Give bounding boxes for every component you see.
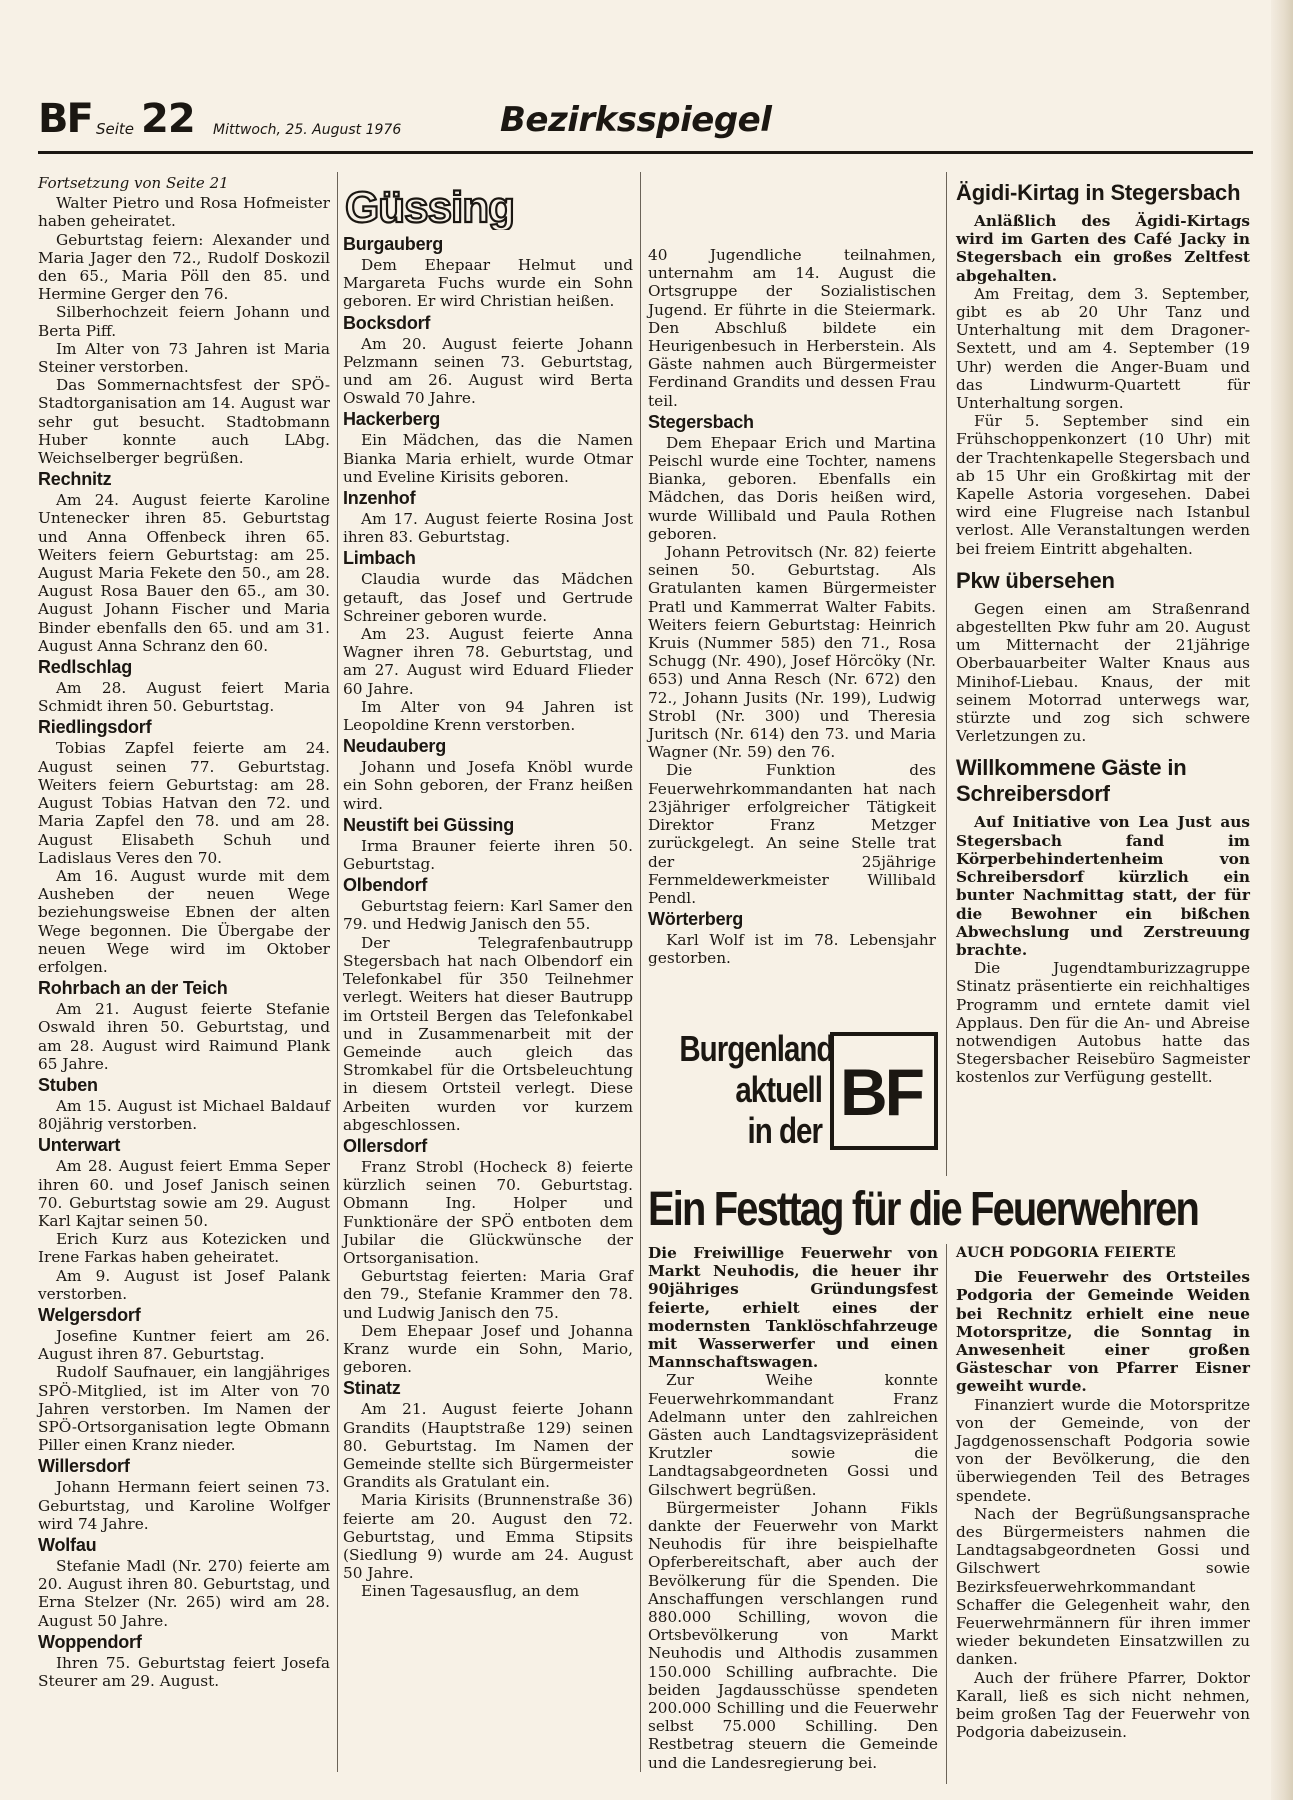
paragraph: Am 16. August wurde mit dem Ausheben der neuen Wege beziehungsweise Ebnen der alten Wege begonnen. Die Übergabe der neuen Wege wird im Oktober erfolgen. <box>38 866 330 976</box>
article-headline: Pkw übersehen <box>956 567 1115 593</box>
town-heading: Stegersbach <box>648 411 754 432</box>
town-heading: Rechnitz <box>38 469 112 490</box>
paragraph: Ein Mädchen, das die Namen Bianka Maria erhielt, wurde Otmar und Eveline Kirisits geboren. <box>343 431 633 486</box>
article-headline: Ägidi-Kirtag in Stegersbach <box>956 180 1241 205</box>
paragraph: Karl Wolf ist im 78. Lebensjahr gestorben. <box>648 931 936 968</box>
paragraph: Franz Strobl (Hocheck 8) feierte kürzlich seinen 70. Geburtstag. Obmann Ing. Holper und Funktionäre der SPÖ entboten dem Jubilar die Glückwünsche der Ortsorganisation. <box>343 1157 633 1267</box>
paragraph: Dem Ehepaar Josef und Johanna Kranz wurde ein Sohn, Mario, geboren. <box>343 1321 633 1377</box>
paragraph: Am 28. August feiert Emma Seper ihren 60. und Josef Janisch seinen 70. Geburtstag sowie am 29. August Karl Kajtar seinen 50. <box>38 1157 330 1230</box>
paragraph: Irma Brauner feierte ihren 50. Geburtstag. <box>343 836 633 874</box>
ad-line: aktuell <box>735 1069 822 1110</box>
paragraph: Johann Petrovitsch (Nr. 82) feierte seinen 50. Geburtstag. Als Gratulanten kamen Bürgermeister Pratl und Kammerrat Walter Fabits. Weiters feiern Geburtstag: Heinrich Kruis (Nummer 585) den 71., Rosa Schugg (Nr. 490), Josef Hörcöky (Nr. 653) und Anna Resch (Nr. 672) den 72., Johann Jusits (Nr. 199), Ludwig Strobl (Nr. 300) und Theresia Juritsch (Nr. 614) den 73. und Maria Wagner (Nr. 59) den 76. <box>648 543 936 762</box>
paragraph: Am 9. August ist Josef Palank verstorben. <box>38 1266 330 1303</box>
article-lead: Die Freiwillige Feuerwehr von Markt Neuhodis, die heuer ihr 90jähriges Gründungsfest feierte, erhielt eines der modernsten Tanklöschfahrzeuge mit Wasserwerfer und einen Mannschaftswagen. <box>648 1244 938 1372</box>
paragraph: Claudia wurde das Mädchen getauft, das Josef und Gertrude Schreiner geboren wurde. <box>343 570 633 625</box>
column-divider <box>946 172 947 1176</box>
feuerwehr-article <box>648 1184 1253 1236</box>
column-divider <box>337 172 338 1772</box>
paragraph: Am 21. August feierte Johann Grandits (Hauptstraße 129) seinen 80. Geburtstag. Im Namen der Gemeinde stellte sich Bürgermeister Grandits als Gratulant ein. <box>343 1400 633 1492</box>
page-edge <box>1271 0 1293 1800</box>
paragraph: Im Alter von 73 Jahren ist Maria Steiner verstorben. <box>38 339 330 377</box>
town-heading: Inzenhof <box>343 488 416 509</box>
paragraph: Am 17. August feierte Rosina Jost ihren 83. Geburtstag. <box>343 510 633 547</box>
paragraph: Erich Kurz aus Kotezicken und Irene Farkas haben geheiratet. <box>38 1230 330 1267</box>
paragraph: Der Telegrafenbautrupp Stegersbach hat nach Olbendorf ein Telefonkabel für 350 Teilnehmer verlegt. Weiters hat dieser Bautrupp im Ortsteil Bergen das Telefonkabel und in Zusammenarbeit mit der Gemeinde auch gleich das Stromkabel für die Ortsbeleuchtung in diesem Ortsteil verlegt. Diese Arbeiten wurden vor kurzem abgeschlossen. <box>343 933 633 1134</box>
feuerwehr-column-left <box>648 1244 938 1772</box>
paragraph: Ihren 75. Geburtstag feiert Josefa Steurer am 29. August. <box>38 1653 330 1691</box>
paragraph: Die Funktion des Feuerwehrkommandanten hat nach 23jähriger erfolgreicher Tätigkeit Direktor Franz Metzger zurückgelegt. An seine Stelle trat der 25jährige Fernmeldewerkmeister Willibald Pendl. <box>648 761 936 907</box>
town-heading: Riedlingsdorf <box>38 717 152 738</box>
paragraph: Am 23. August feierte Anna Wagner ihren 78. Geburtstag, und am 27. August wird Eduard Flieder 60 Jahre. <box>343 625 633 698</box>
paragraph: Silberhochzeit feiern Johann und Berta Piff. <box>38 303 330 340</box>
paragraph: Für 5. September sind ein Frühschoppenkonzert (10 Uhr) mit der Trachtenkapelle Stegersbach und ab 15 Uhr ein Großkirtag mit der Kapelle Astoria vorgesehen. Dabei wird eine Flugreise nach Istanbul verlost. Alle Veranstaltungen werden bei freiem Eintritt abgehalten. <box>956 412 1250 558</box>
paragraph: Stefanie Madl (Nr. 270) feierte am 20. August ihren 80. Geburtstag, und Erna Stelzer (Nr. 265) wird am 28. August 50 Jahre. <box>38 1557 330 1630</box>
column-divider <box>946 1244 947 1784</box>
paragraph: Am 28. August feiert Maria Schmidt ihren 50. Geburtstag. <box>38 679 330 716</box>
paragraph: Am 24. August feierte Karoline Untenecker ihren 85. Geburtstag und Anna Offenbeck ihren 65. Weiters feiern Geburtstag: am 25. August Maria Fekete den 50., am 28. August Rosa Bauer den 65., am 30. August Johann Fischer und Maria Binder ebenfalls den 65. und am 31. August Anna Schranz den 60. <box>38 491 330 655</box>
masthead-rule <box>38 151 1253 154</box>
article-lead: Anläßlich des Ägidi-Kirtags wird im Garten des Café Jacky in Stegersbach ein großes Zeltfest abgehalten. <box>956 212 1250 285</box>
column-divider <box>640 172 641 1772</box>
town-heading: Welgersdorf <box>38 1304 141 1325</box>
town-heading: Neustift bei Güssing <box>343 814 515 835</box>
town-heading: Olbendorf <box>343 875 428 896</box>
town-heading: Stuben <box>38 1074 98 1095</box>
column-3 <box>648 246 936 968</box>
ad-text <box>679 1028 834 1151</box>
paragraph: Geburtstag feierten: Maria Graf den 79., Stefanie Krammer den 78. und Ludwig Janisch den 75. <box>343 1267 633 1322</box>
column-2 <box>343 172 633 1601</box>
ad-logo: BF <box>840 1055 922 1129</box>
page-label: Seite <box>96 120 135 138</box>
town-heading: Redlschlag <box>38 657 133 678</box>
ad-logo-box <box>830 1032 938 1150</box>
paragraph: Tobias Zapfel feierte am 24. August seinen 77. Geburtstag. Weiters feiern Geburtstag: am 28. August Tobias Hatvan den 72. und Maria Zapfel den 78. und am 28. August Elisabeth Schuh und Ladislaus Veres den 70. <box>38 739 330 867</box>
town-heading: Burgauberg <box>343 234 444 254</box>
feuerwehr-headline: Ein Festtag für die Feuerwehren <box>648 1183 1198 1236</box>
paragraph: Josefine Kuntner feiert am 26. August ihren 87. Geburtstag. <box>38 1326 330 1364</box>
town-heading: Willersdorf <box>38 1456 130 1477</box>
article-kicker: AUCH PODGORIA FEIERTE <box>956 1245 1176 1261</box>
paragraph: Im Alter von 94 Jahren ist Leopoldine Krenn verstorben. <box>343 697 633 735</box>
guessing-logo <box>343 172 529 230</box>
paragraph: Zur Weihe konnte Feuerwehrkommandant Franz Adelmann unter den zahlreichen Gästen auch Landtagsvizepräsident Krutzler sowie die Landtagsabgeordneten Gossi und Gilschwert begrüßen. <box>648 1371 938 1499</box>
paragraph: Gegen einen am Straßenrand abgestellten Pkw fuhr am 20. August um Mitternacht der 21jährige Oberbauarbeiter Walter Knaus aus Minihof-Liebau. Knaus, der mit seinem Motorrad unterwegs war, stürzte und zog sich schwere Verletzungen zu. <box>956 599 1250 746</box>
town-heading: Neudauberg <box>343 736 447 757</box>
town-heading: Stinatz <box>343 1378 401 1399</box>
paragraph: Rudolf Saufnauer, ein langjähriges SPÖ-Mitglied, ist im Alter von 70 Jahren verstorben. Im Namen der SPÖ-Ortsorganisation legte Obmann Piller einen Kranz nieder. <box>38 1363 330 1455</box>
guessing-logo-text: Güssing <box>345 183 515 230</box>
paragraph: Nach der Begrüßungsansprache des Bürgermeisters nahmen die Landtagsabgeordneten Gossi und Gilschwert sowie Bezirksfeuerwehrkommandant Schaffer die Gelegenheit wahr, den Feuerwehrmännern für ihren immer wieder bekundeten Einsatzwillen zu danken. <box>956 1504 1250 1669</box>
paragraph: Dem Ehepaar Helmut und Margareta Fuchs wurde ein Sohn geboren. Er wird Christian heißen. <box>343 256 633 311</box>
paragraph: Dem Ehepaar Erich und Martina Peischl wurde eine Tochter, namens Bianka, geboren. Ebenfalls ein Mädchen, das Doris heißen wird, wurde Willibald und Paula Rothen geboren. <box>648 433 936 543</box>
paragraph: Am 15. August ist Michael Baldauf 80jährig verstorben. <box>38 1096 330 1134</box>
page-number: 22 <box>141 96 195 142</box>
paragraph: Am Freitag, dem 3. September, gibt es ab 20 Uhr Tanz und Unterhaltung mit dem Dragoner-Sextett, und am 4. September (19 Uhr) werden die Anger-Buam und das Lindwurm-Quartett für Unterhaltung sorgen. <box>956 284 1250 413</box>
article-lead: Auf Initiative von Lea Just aus Stegersbach fand im Körperbehindertenheim von Schreibersdorf kürzlich ein bunter Nachmittag statt, der für die Bewohner ein bißchen Abwechslung und Zerstreuung brachte. <box>956 813 1250 959</box>
ad-line: Burgenland <box>679 1028 834 1069</box>
town-heading: Wolfau <box>38 1535 97 1555</box>
paragraph: Walter Pietro und Rosa Hofmeister haben geheiratet. <box>38 194 330 231</box>
feuerwehr-column-right <box>956 1244 1250 1741</box>
issue-date: Mittwoch, 25. August 1976 <box>213 122 402 138</box>
ad-line: in der <box>747 1110 822 1151</box>
town-heading: Limbach <box>343 548 416 569</box>
masthead <box>38 96 1253 148</box>
paragraph: Bürgermeister Johann Fikls dankte der Feuerwehr von Markt Neuhodis für ihre beispielhafte Opferbereitschaft, aber auch der Bevölkerung für die Spenden. Die Anschaffungen verschlangen rund 880.000 Schilling, wovon die Ortsbevölkerung von Markt Neuhodis und Althodis zusammen 150.000 Schilling aufbrachte. Die beiden Jagdausschüsse spendeten 200.000 Schilling und die Feuerwehr selbst 75.000 Schilling. Den Restbetrag steuern die Gemeinde und die Landesregierung bei. <box>648 1498 938 1772</box>
column-4 <box>956 180 1250 1087</box>
section-title: Bezirksspiegel <box>500 100 772 140</box>
paragraph: Johann und Josefa Knöbl wurde ein Sohn geboren, der Franz heißen wird. <box>343 758 633 813</box>
town-heading: Rohrbach an der Teich <box>38 978 228 999</box>
town-heading: Hackerberg <box>343 409 441 430</box>
town-heading: Bocksdorf <box>343 312 431 333</box>
continued-note: Fortsetzung von Seite 21 <box>38 174 229 192</box>
paragraph: Maria Kirisits (Brunnenstraße 36) feierte am 20. August den 72. Geburtstag, und Emma Stipsits (Siedlung 9) wurde am 24. August 50 Jahre. <box>343 1491 633 1583</box>
paragraph: Am 20. August feierte Johann Pelzmann seinen 73. Geburtstag, und am 26. August wird Berta Oswald 70 Jahre. <box>343 334 633 408</box>
paragraph: Finanziert wurde die Motorspritze von der Gemeinde, von der Jagdgenossenschaft Podgoria sowie von der Bevölkerung, die den überwiegenden Teil des Betrages spendete. <box>956 1395 1250 1505</box>
town-heading: Unterwart <box>38 1135 121 1156</box>
paragraph: Einen Tagesausflug, an dem <box>361 1582 580 1601</box>
paragraph: Am 21. August feierte Stefanie Oswald ihren 50. Geburtstag, und am 28. August wird Raimund Plank 65 Jahre. <box>38 1000 330 1073</box>
article-lead: Die Feuerwehr des Ortsteiles Podgoria der Gemeinde Weiden bei Rechnitz erhielt eine neue Motorspritze, die Sonntag in Anwesenheit einer großen Gästeschar von Pfarrer Eisner geweiht wurde. <box>956 1268 1250 1396</box>
paragraph: Johann Hermann feiert seinen 73. Geburtstag, und Karoline Wolfger wird 74 Jahre. <box>38 1478 330 1533</box>
town-heading: Wörterberg <box>648 909 744 930</box>
paragraph: Geburtstag feiern: Karl Samer den 79. und Hedwig Janisch den 55. <box>343 897 633 934</box>
masthead-logo: BF <box>38 96 92 142</box>
paragraph: Auch der frühere Pfarrer, Doktor Karall, ließ es sich nicht nehmen, beim großen Tag der Feuerwehr von Podgoria dabeizusein. <box>956 1668 1250 1742</box>
town-heading: Ollersdorf <box>343 1135 428 1156</box>
paragraph: Das Sommernachtsfest der SPÖ-Stadtorganisation am 14. August war sehr gut besucht. Stadtobmann Huber konnte auch LAbg. Weichselberger begrüßen. <box>38 376 330 468</box>
article-headline: Willkommene Gäste in Schreibersdorf <box>956 755 1187 807</box>
column-1 <box>38 174 330 1690</box>
bf-advertisement <box>648 1014 946 1172</box>
town-heading: Woppendorf <box>38 1631 142 1652</box>
paragraph: Geburtstag feiern: Alexander und Maria Jager den 72., Rudolf Doskozil den 65., Maria Pöll den 85. und Hermine Gerger den 76. <box>38 230 330 304</box>
paragraph: Die Jugendtamburizzagruppe Stinatz präsentierte ein reichhaltiges Programm und erntete damit viel Applaus. Den für die An- und Abreise notwendigen Autobus hatte das Stegersbacher Reisebüro Sagmeister kostenlos zur Verfügung gestellt. <box>956 959 1250 1087</box>
paragraph: 40 Jugendliche teilnahmen, unternahm am 14. August die Ortsgruppe der Sozialistischen Jugend. Er führte in die Steiermark. Den Abschluß bildete ein Heurigenbesuch in Herberstein. Als Gäste nahmen auch Bürgermeister Ferdinand Grandits und dessen Frau teil. <box>648 246 936 410</box>
